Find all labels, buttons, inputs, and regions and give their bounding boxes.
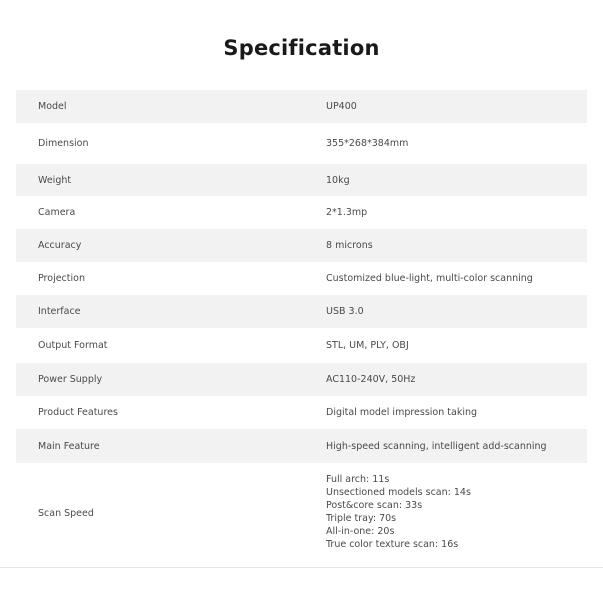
- spec-value: 8 microns: [326, 240, 373, 251]
- spec-row-weight: [16, 164, 587, 196]
- spec-label: Product Features: [38, 407, 118, 418]
- spec-row-power-supply: [16, 363, 587, 396]
- spec-value: High-speed scanning, intelligent add-scanning: [326, 440, 547, 452]
- spec-value: USB 3.0: [326, 306, 364, 317]
- spec-label: Scan Speed: [38, 508, 94, 519]
- spec-label: Power Supply: [38, 374, 103, 385]
- spec-table: [16, 90, 587, 564]
- page-title: Specification: [223, 36, 380, 60]
- spec-value: Digital model impression taking: [326, 407, 478, 418]
- spec-label: Dimension: [38, 138, 89, 149]
- scan-speed-item: Post&core scan: 33s: [326, 500, 423, 511]
- spec-value: Customized blue-light, multi-color scanning: [326, 273, 533, 284]
- spec-value: UP400: [326, 101, 357, 112]
- spec-value: AC110-240V, 50Hz: [326, 374, 416, 385]
- scan-speed-item: Triple tray: 70s: [326, 513, 397, 524]
- spec-label: Camera: [38, 207, 76, 218]
- spec-value: STL, UM, PLY, OBJ: [326, 340, 409, 351]
- scan-speed-item: Full arch: 11s: [326, 474, 390, 485]
- bottom-divider: [0, 567, 603, 568]
- spec-row-main-feature: [16, 429, 587, 463]
- spec-label: Accuracy: [38, 240, 82, 251]
- spec-label: Main Feature: [38, 440, 100, 452]
- scan-speed-list: [326, 473, 471, 551]
- spec-row-model: [16, 90, 587, 123]
- spec-row-product-features: [16, 396, 587, 429]
- spec-row-scan-speed: [16, 463, 587, 564]
- spec-row-interface: [16, 295, 587, 328]
- spec-label: Interface: [38, 306, 81, 317]
- spec-label: Output Format: [38, 340, 108, 351]
- spec-row-projection: [16, 262, 587, 295]
- spec-label: Weight: [38, 174, 72, 186]
- scan-speed-item: Unsectioned models scan: 14s: [326, 487, 471, 498]
- spec-label: Model: [38, 101, 67, 112]
- spec-value: 2*1.3mp: [326, 207, 368, 218]
- spec-row-accuracy: [16, 229, 587, 262]
- scan-speed-item: All-in-one: 20s: [326, 526, 395, 537]
- spec-row-output-format: [16, 328, 587, 363]
- spec-row-dimension: [16, 123, 587, 164]
- spec-label: Projection: [38, 273, 85, 284]
- spec-row-camera: [16, 196, 587, 229]
- spec-value: 355*268*384mm: [326, 138, 409, 149]
- scan-speed-item: True color texture scan: 16s: [326, 539, 459, 550]
- spec-value: 10kg: [326, 174, 350, 186]
